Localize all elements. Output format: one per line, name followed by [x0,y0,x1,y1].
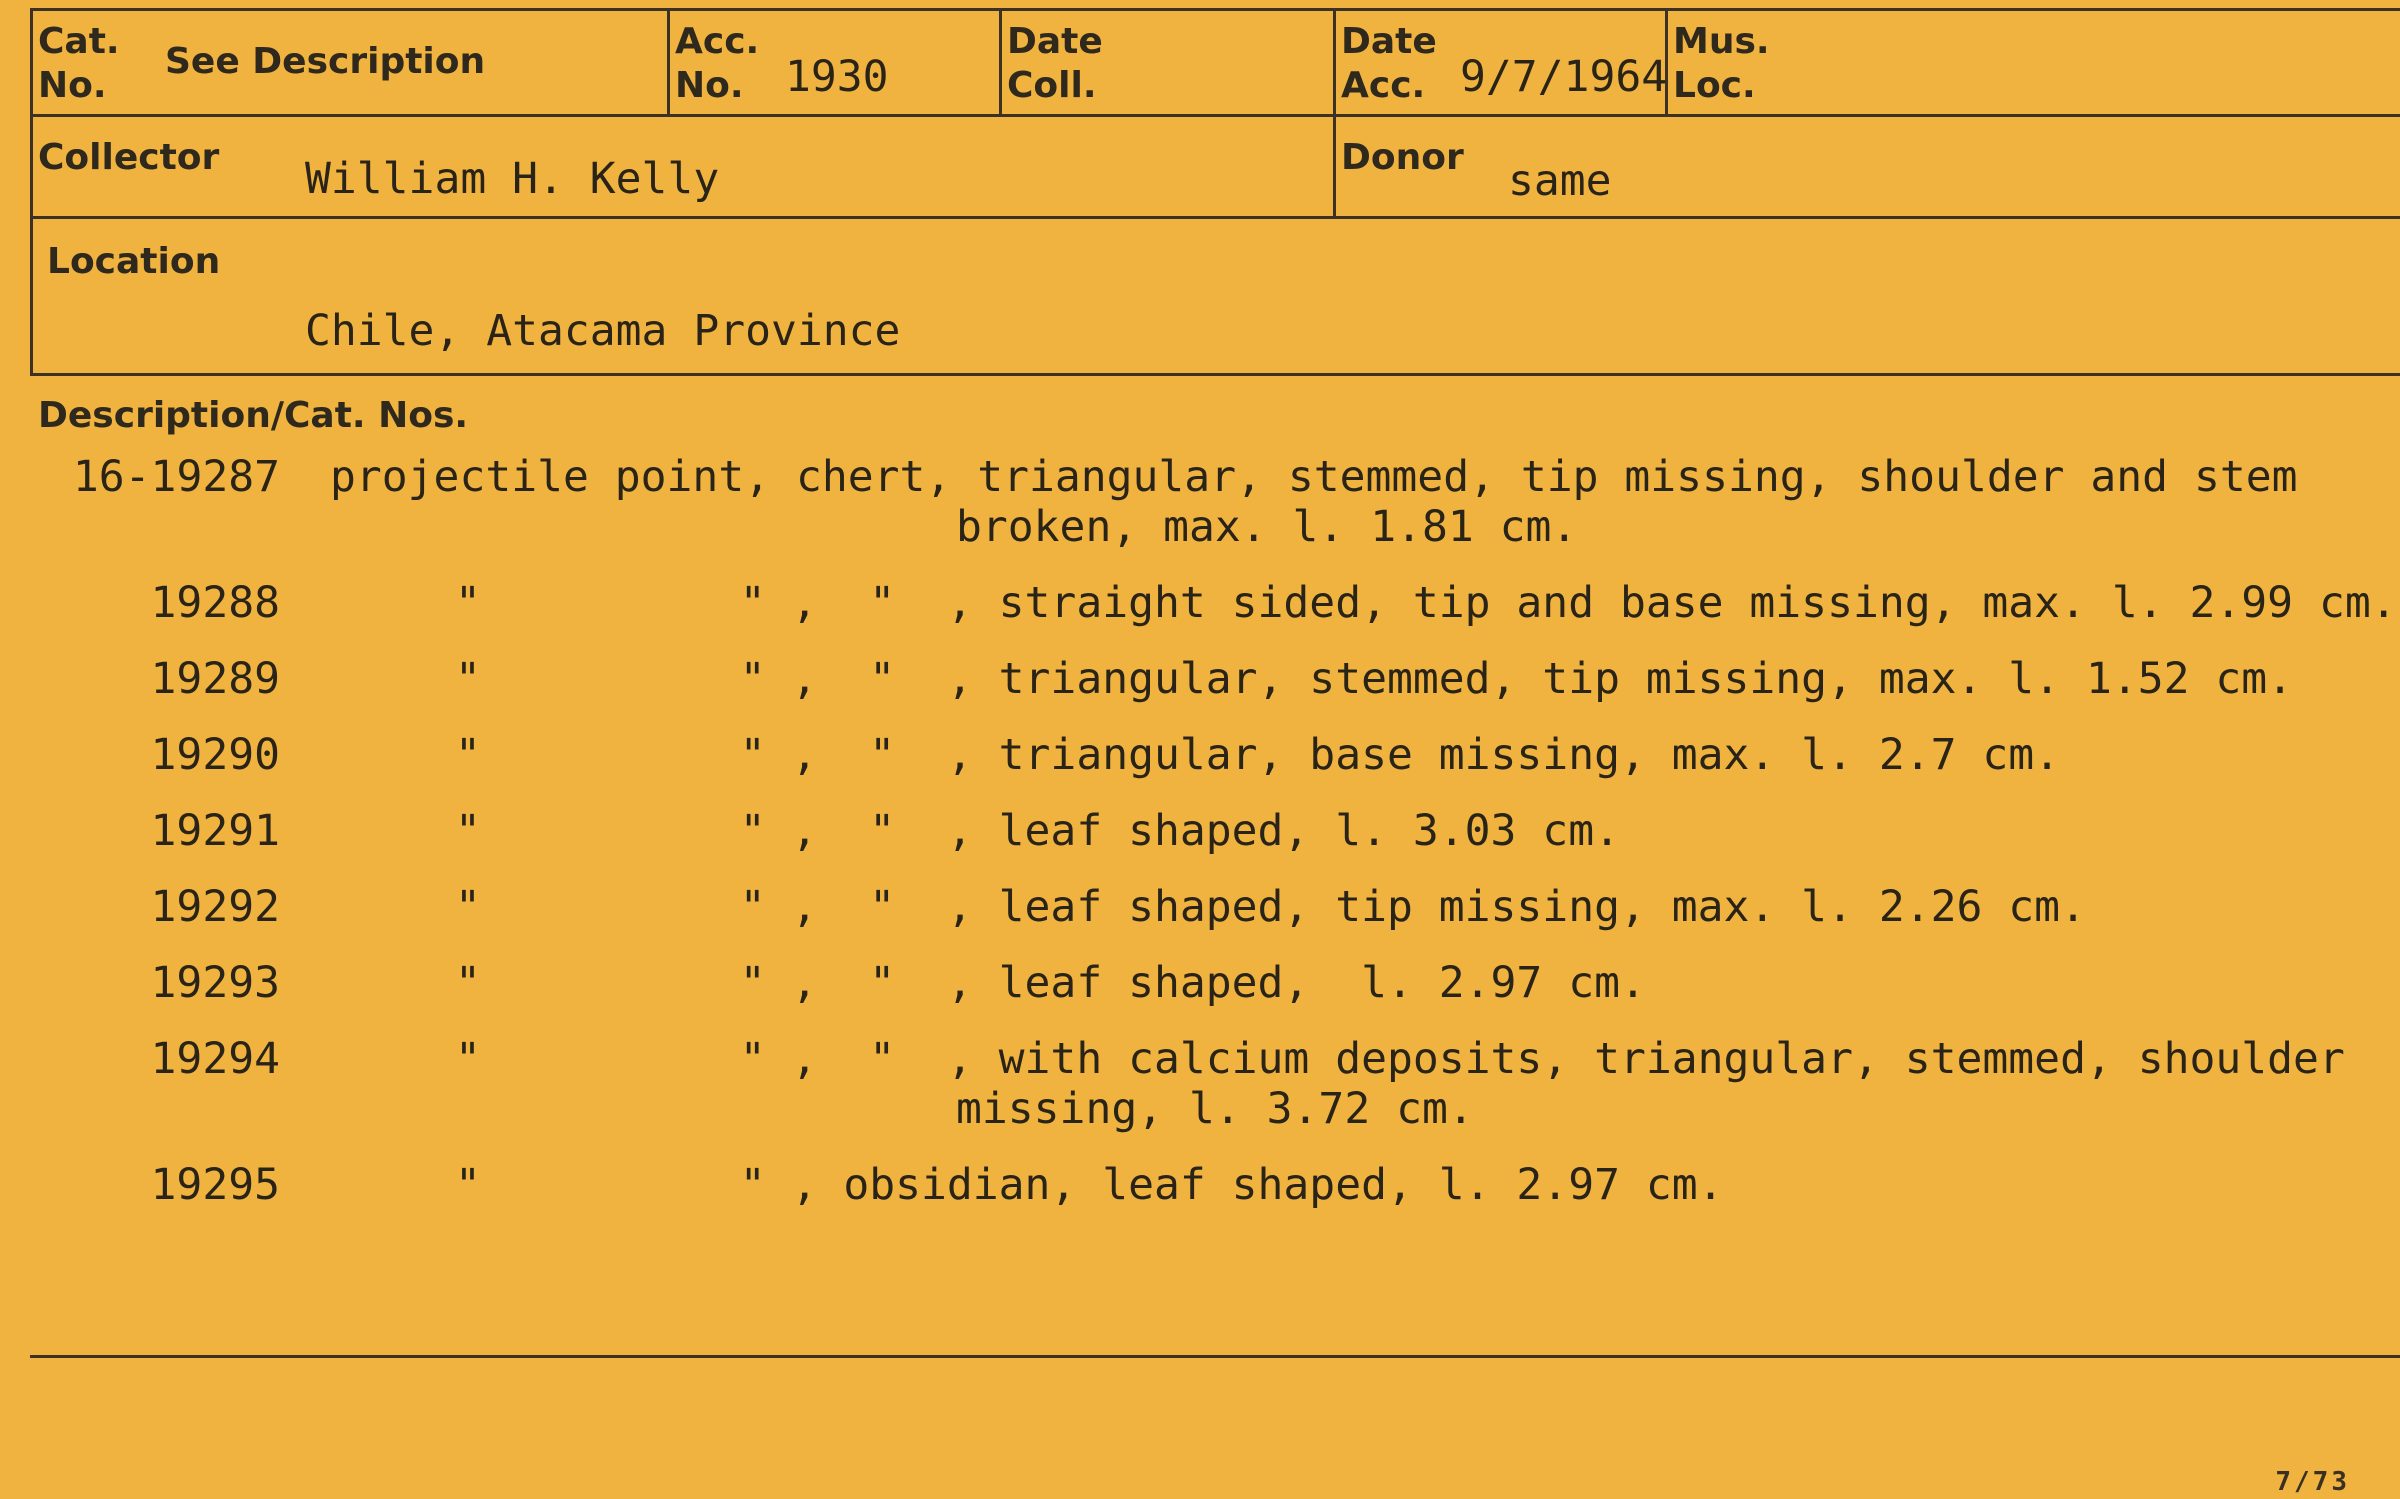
donor-label: Donor [1341,137,1464,178]
catalog-number: 19291 [150,806,280,856]
divider-acc [667,8,670,116]
entry-text: " " , " , triangular, base missing, max. l. 2.7 cm. [455,730,2061,780]
entry-text: " " , obsidian, leaf shaped, l. 2.97 cm. [455,1160,1724,1210]
date-coll-label-1: Date [1007,21,1103,62]
entry-text-continued: missing, l. 3.72 cm. [956,1084,1474,1134]
description-label: Description/Cat. Nos. [38,395,469,436]
cat-no-value: See Description [165,41,486,82]
catalog-number: 19290 [150,730,280,780]
entry-text: " " , " , leaf shaped, l. 3.03 cm. [455,806,1620,856]
collector-label: Collector [38,137,220,178]
catalog-number: 19292 [150,882,280,932]
cat-no-label-2: No. [38,65,107,106]
entry-text: " " , " , triangular, stemmed, tip missing, max. l. 1.52 cm. [455,654,2294,704]
header-bottom-rule [30,114,2400,117]
entry-text: " " , " , with calcium deposits, triangular, stemmed, shoulder [455,1034,2345,1084]
date-acc-label-2: Acc. [1341,65,1426,106]
date-acc-label-1: Date [1341,21,1437,62]
top-rule [30,8,2400,11]
entry-text: " " , " , leaf shaped, tip missing, max. l. 2.26 cm. [455,882,2086,932]
date-stamp: 7/73 [2275,1467,2350,1497]
left-border [30,8,33,373]
acc-no-label-2: No. [675,65,744,106]
divider-date-acc [1333,8,1336,218]
cat-no-label-1: Cat. [38,21,120,62]
date-acc-value: 9/7/1964 [1460,52,1668,102]
entry-text: projectile point, chert, triangular, stemmed, tip missing, shoulder and stem [330,452,2298,502]
mus-loc-label-2: Loc. [1673,65,1756,106]
catalog-number: 16-19287 [72,452,280,502]
catalog-number: 19295 [150,1160,280,1210]
location-value: Chile, Atacama Province [305,306,901,356]
entry-text: " " , " , leaf shaped, l. 2.97 cm. [455,958,1646,1008]
entry-text-continued: broken, max. l. 1.81 cm. [956,502,1578,552]
donor-value: same [1508,156,1612,206]
date-coll-label-2: Coll. [1007,65,1097,106]
catalog-number: 19288 [150,578,280,628]
collector-bottom-rule [30,216,2400,219]
description-bottom-rule [30,1355,2400,1358]
entry-text: " " , " , straight sided, tip and base missing, max. l. 2.99 cm. [455,578,2397,628]
catalog-number: 19289 [150,654,280,704]
acc-no-value: 1930 [785,52,889,102]
catalog-number: 19294 [150,1034,280,1084]
catalog-number: 19293 [150,958,280,1008]
location-label: Location [47,241,221,282]
divider-date-coll [999,8,1002,116]
mus-loc-label-1: Mus. [1673,21,1770,62]
location-bottom-rule [30,373,2400,376]
acc-no-label-1: Acc. [675,21,760,62]
collector-value: William H. Kelly [305,154,720,204]
